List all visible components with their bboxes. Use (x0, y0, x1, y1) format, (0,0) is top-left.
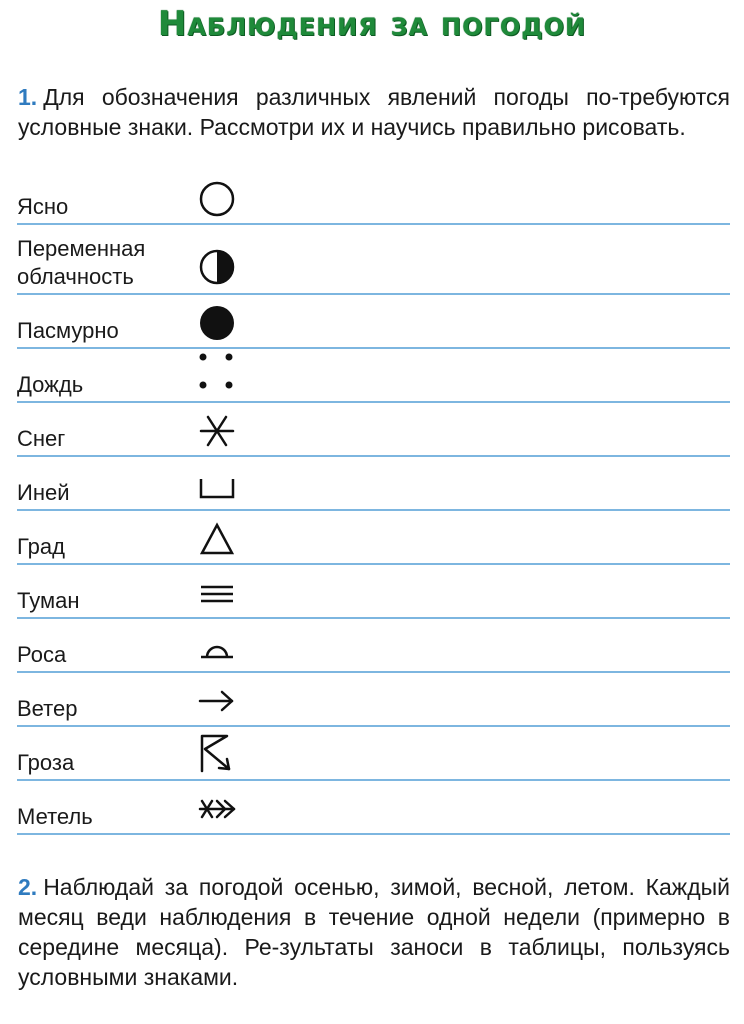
symbol-label: Переменная облачность (17, 236, 146, 289)
overcast-icon (197, 303, 237, 343)
dew-icon (197, 627, 237, 667)
task-1-number: 1. (18, 84, 38, 110)
partly-cloudy-icon (197, 247, 237, 287)
symbol-row-snow (17, 403, 730, 457)
wind-icon (197, 681, 237, 721)
symbol-label: Пасмурно (17, 318, 119, 343)
symbol-row-fog (17, 565, 730, 619)
symbol-label: Снег (17, 426, 66, 451)
page-title: Наблюдения за погодой (157, 4, 587, 44)
symbol-row-hail (17, 511, 730, 565)
symbol-row-wind (17, 673, 730, 727)
frost-icon (197, 465, 237, 505)
hail-icon (197, 519, 237, 559)
task-2-text: Наблюдай за погодой осенью, зимой, весной, летом. Каждый месяц веди наблюдения в течение одной недели (примерно в середине месяца). Ре-зультаты заноси в таблицы, пользуясь условными знаками. (18, 874, 730, 990)
symbol-label: Туман (17, 588, 80, 613)
symbol-label: Иней (17, 480, 70, 505)
symbol-label: Ясно (17, 194, 69, 219)
symbol-label: Гроза (17, 750, 75, 775)
snow-icon (197, 411, 237, 451)
symbol-row-rain (17, 349, 730, 403)
symbol-row-blizzard (17, 781, 730, 835)
clear-sky-icon (197, 179, 237, 219)
rain-icon (197, 349, 237, 397)
fog-icon (197, 573, 237, 613)
symbol-label: Град (17, 534, 65, 559)
weather-symbols-table (17, 175, 730, 835)
symbol-label: Метель (17, 804, 93, 829)
task-2 (18, 872, 730, 992)
symbol-row-frost (17, 457, 730, 511)
symbol-row-clear (17, 175, 730, 225)
symbol-row-partly-cloudy (17, 225, 730, 295)
symbol-label: Роса (17, 642, 67, 667)
task-1-text: Для обозначения различных явлений погоды по-требуются условные знаки. Рассмотри их и научись правильно рисовать. (18, 84, 730, 140)
task-1 (18, 82, 730, 142)
symbol-label: Ветер (17, 696, 78, 721)
symbol-label: Дождь (17, 372, 84, 397)
symbol-row-thunderstorm (17, 727, 730, 781)
symbol-row-overcast (17, 295, 730, 349)
thunderstorm-icon (197, 731, 237, 775)
blizzard-icon (197, 789, 237, 829)
symbol-row-dew (17, 619, 730, 673)
task-2-number: 2. (18, 874, 38, 900)
